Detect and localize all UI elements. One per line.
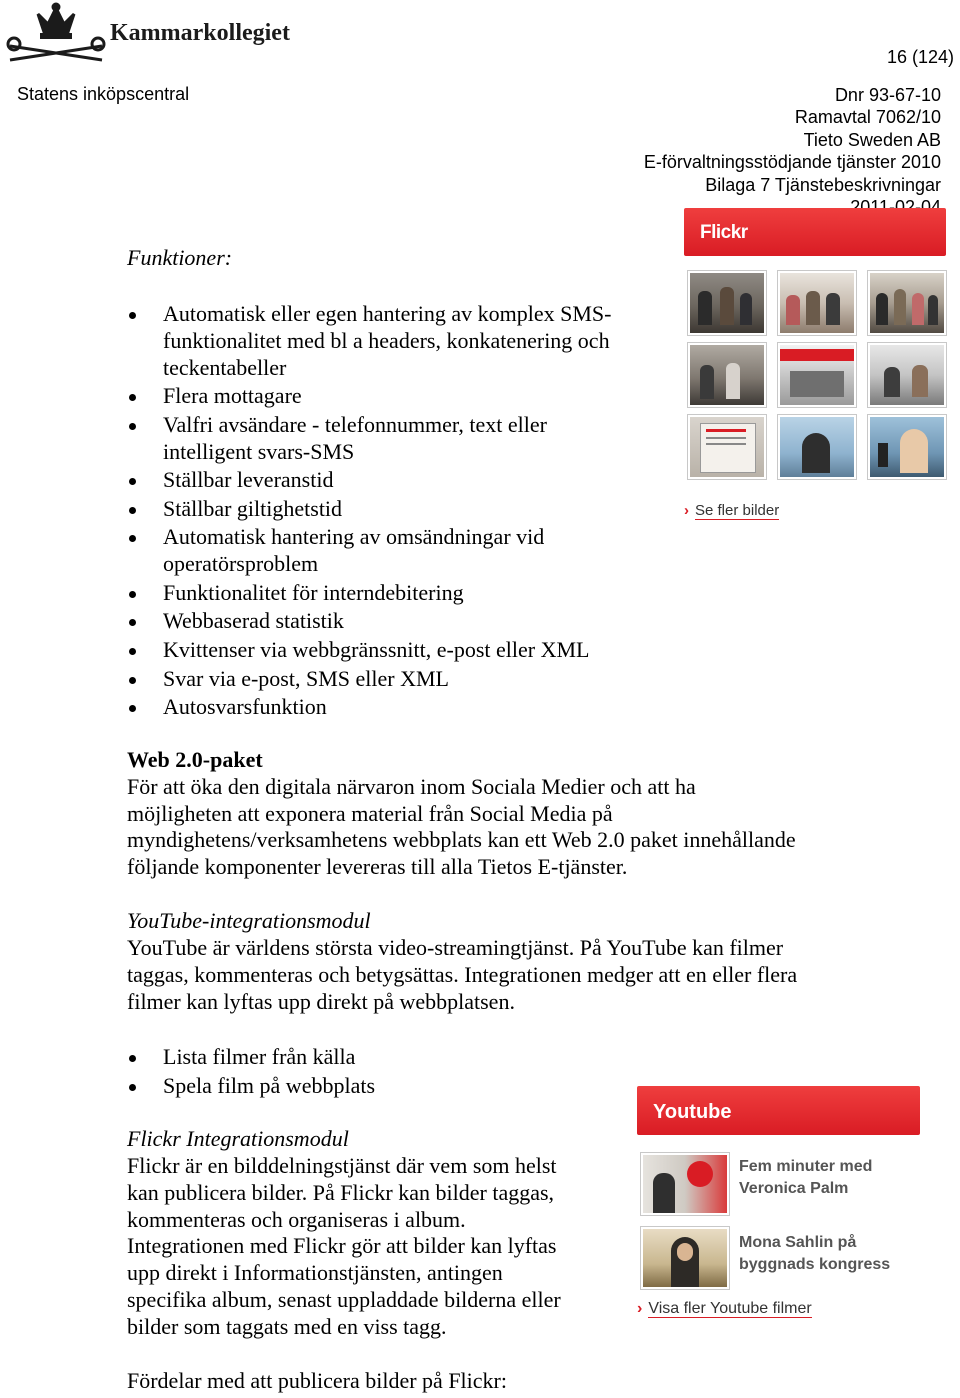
flickr-module-heading: Flickr Integrationsmodul xyxy=(127,1126,349,1151)
list-item: Ställbar giltighetstid xyxy=(127,496,667,523)
paragraph-line: kommenteras och organiseras i album. xyxy=(127,1206,466,1232)
flickr-photo-thumb[interactable] xyxy=(777,270,857,336)
bullet-icon xyxy=(129,312,136,319)
bullet-icon xyxy=(129,394,136,401)
youtube-module-heading: YouTube-integrationsmodul xyxy=(127,908,371,933)
bullet-icon xyxy=(129,423,136,430)
page-number: 16 (124) xyxy=(886,47,954,67)
list-item: Autosvarsfunktion xyxy=(127,694,667,721)
bullet-icon xyxy=(129,705,136,712)
document-meta xyxy=(644,84,941,205)
meta-line: Ramavtal 7062/10 xyxy=(794,107,941,128)
bullet-icon xyxy=(129,507,136,514)
flickr-photo-thumb[interactable] xyxy=(687,414,767,480)
video-thumb[interactable] xyxy=(640,1152,730,1216)
bullet-icon xyxy=(129,1055,136,1062)
meta-line: Dnr 93-67-10 xyxy=(834,85,941,105)
flickr-module-text xyxy=(127,1153,617,1341)
youtube-module-text xyxy=(127,935,867,1015)
see-more-videos-link[interactable]: › Visa fler Youtube filmer xyxy=(637,1300,812,1317)
youtube-widget xyxy=(637,1086,920,1326)
flickr-photo-thumb[interactable] xyxy=(687,270,767,336)
meta-line: Bilaga 7 Tjänstebeskrivningar xyxy=(705,174,941,195)
list-item: Webbaserad statistik xyxy=(127,608,667,635)
list-item: Lista filmer från källa xyxy=(127,1044,607,1071)
bullet-icon xyxy=(129,648,136,655)
paragraph-line: upp direkt i Informationstjänsten, antingen xyxy=(127,1260,503,1286)
paragraph-line: Flickr är en bilddelningstjänst där vem som helst xyxy=(127,1153,557,1178)
web20-heading: Web 2.0-paket xyxy=(127,747,263,772)
paragraph-line: För att öka den digitala närvaron inom Sociala Medier och att ha xyxy=(127,773,696,799)
logo-wordmark: Kammarkollegiet xyxy=(110,20,290,46)
bullet-icon xyxy=(129,1084,136,1091)
list-item: Svar via e-post, SMS eller XML xyxy=(127,666,667,693)
video-title[interactable]: Mona Sahlin på byggnads kongress xyxy=(739,1234,891,1273)
bullet-icon xyxy=(129,535,136,542)
flickr-widget-title: Flickr xyxy=(684,208,946,256)
youtube-features-list xyxy=(127,1044,607,1099)
youtube-widget-title: Youtube xyxy=(637,1086,920,1135)
see-more-photos-link[interactable]: › Se fler bilder xyxy=(684,502,780,519)
bullet-icon xyxy=(129,591,136,598)
paragraph-line: filmer kan lyftas upp direkt på webbplatsen. xyxy=(127,988,515,1014)
bullet-icon xyxy=(129,478,136,485)
chevron-right-icon: › xyxy=(684,502,689,519)
list-item: Kvittenser via webbgränssnitt, e-post eller XML xyxy=(127,637,667,664)
functions-heading: Funktioner: xyxy=(127,245,233,270)
flickr-photo-thumb[interactable] xyxy=(867,414,947,480)
crown-keys-icon xyxy=(4,2,108,66)
bullet-icon xyxy=(129,677,136,684)
list-item: Automatisk hantering av omsändningar vid operatörsproblem xyxy=(127,524,667,578)
paragraph-line: följande komponenter levereras till alla Tietos E-tjänster. xyxy=(127,854,628,880)
paragraph-line: specifika album, senast uppladdade bilderna eller xyxy=(127,1286,561,1312)
flickr-photo-thumb[interactable] xyxy=(777,414,857,480)
web20-section xyxy=(127,747,867,881)
list-item: Automatisk eller egen hantering av komplex SMS- funktionalitet med bl a headers, konkatenering och teckentabeller xyxy=(127,301,667,381)
list-item: Funktionalitet för interndebitering xyxy=(127,580,667,607)
video-thumb[interactable] xyxy=(640,1226,730,1290)
video-title[interactable]: Fem minuter med Veronica Palm xyxy=(739,1158,873,1197)
flickr-photo-thumb[interactable] xyxy=(687,342,767,408)
functions-list xyxy=(127,301,667,721)
flickr-photo-thumb[interactable] xyxy=(867,342,947,408)
list-item: Flera mottagare xyxy=(127,383,667,410)
paragraph-line: myndighetens/verksamhetens webbplats kan ett Web 2.0 paket innehållande xyxy=(127,827,796,853)
flickr-photo-thumb[interactable] xyxy=(867,270,947,336)
meta-line: E-förvaltningsstödjande tjänster 2010 xyxy=(643,152,941,173)
paragraph-line: Integrationen med Flickr gör att bilder kan lyftas xyxy=(127,1233,557,1259)
paragraph-line: taggas, kommenteras och betygsättas. Integrationen medger att en eller flera xyxy=(127,961,798,987)
meta-line: Tieto Sweden AB xyxy=(803,129,941,150)
list-item: Spela film på webbplats xyxy=(127,1073,607,1100)
flickr-widget xyxy=(684,208,946,528)
list-item: Ställbar leveranstid xyxy=(127,467,667,494)
paragraph-line: YouTube är världens största video-streamingtjänst. På YouTube kan filmer xyxy=(127,935,784,960)
paragraph-line: möjligheten att exponera material från Social Media på xyxy=(127,800,613,826)
paragraph-line: kan publicera bilder. På Flickr kan bilder taggas, xyxy=(127,1179,555,1205)
advantages-heading: Fördelar med att publicera bilder på Flickr: xyxy=(127,1368,507,1393)
paragraph-line: bilder som taggats med en viss tagg. xyxy=(127,1313,447,1339)
flickr-photo-thumb[interactable] xyxy=(777,342,857,408)
bullet-icon xyxy=(129,619,136,626)
organization-name: Statens inköpscentral xyxy=(17,84,190,104)
list-item: Valfri avsändare - telefonnummer, text eller intelligent svars-SMS xyxy=(127,412,667,466)
chevron-right-icon: › xyxy=(637,1300,643,1317)
